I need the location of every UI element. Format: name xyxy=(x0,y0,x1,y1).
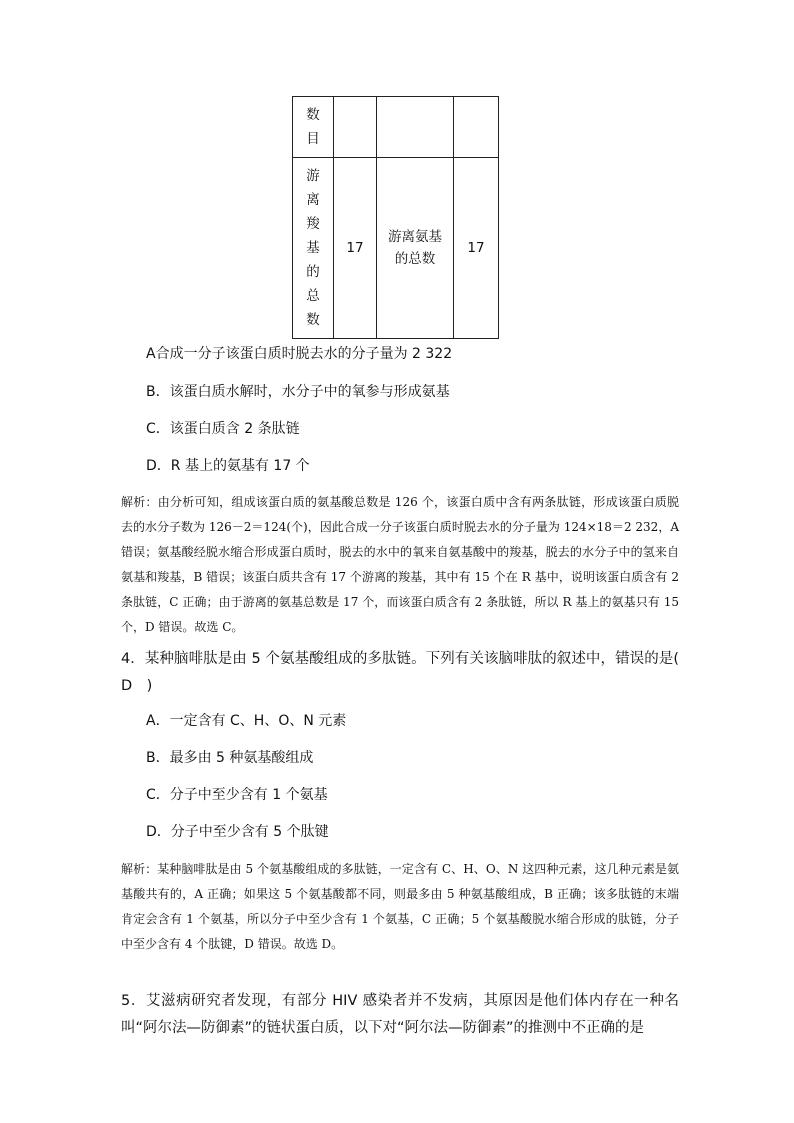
q5-stem: 5．艾滋病研究者发现，有部分 HIV 感染者并不发病，其原因是他们体内存在一种名叫“阿尔法—防御素”的链状蛋白质，以下对“阿尔法—防御素”的推测中不正确的是 xyxy=(121,993,679,1036)
data-table xyxy=(292,96,499,339)
table-cell: 游离氨基的总数 xyxy=(377,158,454,339)
q3-option-d: D．R 基上的氨基有 17 个 xyxy=(146,458,310,474)
q4-stem: 4．某种脑啡肽是由 5 个氨基酸组成的多肽链。下列有关该脑啡肽的叙述中，错误的是( D ) xyxy=(121,651,694,694)
q3-option-c: C．该蛋白质含 2 条肽链 xyxy=(146,421,300,437)
table-cell: 游离羧基的总数 xyxy=(293,158,334,339)
table-cell: 17 xyxy=(454,158,499,339)
table-cell xyxy=(377,97,454,158)
table-cell: 17 xyxy=(334,158,377,339)
q4-analysis: 解析：某种脑啡肽是由 5 个氨基酸组成的多肽链，一定含有 C、H、O、N 这四种元素，这几种元素是氨基酸共有的，A 正确；如果这 5 个氨基酸都不同，则最多由 5 种氨基酸组成，B 正确；该多肽链的末端肯定会含有 1 个氨基，所以分子中至少含有 1 个氨基，C 正确；5 个氨基酸脱水缩合形成的肽链，分子中至少含有 4 个肽键，D 错误。故选 D。 xyxy=(121,862,679,951)
table-cell xyxy=(334,97,377,158)
q3-analysis: 解析：由分析可知，组成该蛋白质的氨基酸总数是 126 个，该蛋白质中含有两条肽链，形成该蛋白质脱去的水分子数为 126－2＝124(个)，因此合成一分子该蛋白质时脱去水的分子量为 124×18＝2 232，A 错误；氨基酸经脱水缩合形成蛋白质时，脱去的水中的氧来自氨基酸中的羧基，脱去的水分子中的氢来自氨基和羧基，B 错误；该蛋白质共含有 17 个游离的羧基，其中有 15 个在 R 基中，说明该蛋白质含有 2 条肽链，C 正确；由于游离的氨基总数是 17 个，而该蛋白质含有 2 条肽链，所以 R 基上的氨基只有 15 个，D 错误。故选 C。 xyxy=(121,495,679,634)
q4-option-d: D．分子中至少含有 5 个肽键 xyxy=(146,824,329,840)
table-cell: 数目 xyxy=(293,97,334,158)
table-row xyxy=(293,97,499,158)
q3-option-b: B．该蛋白质水解时，水分子中的氧参与形成氨基 xyxy=(146,384,450,400)
q4-option-a: A．一定含有 C、H、O、N 元素 xyxy=(146,713,347,729)
table-cell xyxy=(454,97,499,158)
table-row xyxy=(293,158,499,339)
q3-option-a: A合成一分子该蛋白质时脱去水的分子量为 2 322 xyxy=(146,346,453,362)
q4-option-c: C．分子中至少含有 1 个氨基 xyxy=(146,787,328,803)
q4-option-b: B．最多由 5 种氨基酸组成 xyxy=(146,750,314,766)
